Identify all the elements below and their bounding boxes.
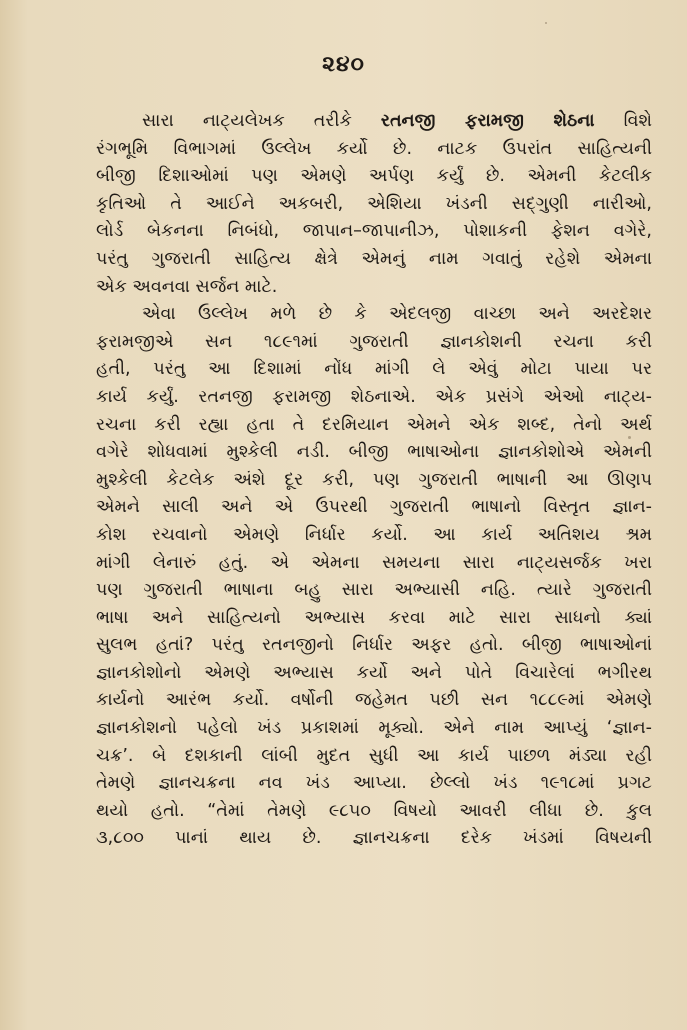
- text-line: કૃતિઓ તે આઈને અકબરી, એશિયા ખંડની સદ્ગુણી નારીઓ,: [96, 193, 652, 214]
- text-line: થયો હતો. “તેમાં તેમણે ૯૮૫૦ વિષયો આવરી લીધા છે. કુલ: [96, 800, 652, 821]
- text-line: પણ ગુજરાતી ભાષાના બહુ સારા અભ્યાસી નહિ. ત્યારે ગુજરાતી: [96, 580, 652, 601]
- text-span: વિશે: [594, 111, 652, 131]
- text-line: મુશ્કેલી કેટલેક અંશે દૂર કરી, પણ ગુજરાતી ભાષાની આ ઊણપ: [96, 469, 652, 490]
- text-line: ભાષા અને સાહિત્યનો અભ્યાસ કરવા માટે સારા સાધનો ક્યાં: [96, 607, 652, 628]
- text-line: કાર્યનો આરંભ કર્યો. વર્ષોની જહેમત પછી સન ૧૮૮૯માં એમણે: [96, 690, 652, 711]
- text-line: તેમણે જ્ઞાનચક્રના નવ ખંડ આપ્યા. છેલ્લો ખંડ ૧૯૧૮માં પ્રગટ: [96, 773, 652, 794]
- text-line: બીજી દિશાઓમાં પણ એમણે અર્પણ કર્યું છે. એમની કેટલીક: [96, 166, 652, 187]
- paper-speck: [628, 436, 631, 439]
- text-line: સુલભ હતાં? પરંતુ રતનજીનો નિર્ધાર અફર હતો. બીજી ભાષાઓનાં: [96, 635, 652, 656]
- text-line: કોશ રચવાનો એમણે નિર્ધાર કર્યો. આ કાર્ય અતિશય શ્રમ: [96, 524, 652, 545]
- text-line: એમને સાલી અને એ ઉપરથી ગુજરાતી ભાષાનો વિસ્તૃત જ્ઞાન-: [96, 497, 652, 518]
- body-text: [96, 108, 652, 853]
- paragraph-2: [96, 301, 652, 853]
- text-line: વગેરે શોધવામાં મુશ્કેલી નડી. બીજી ભાષાઓના જ્ઞાનકોશોએ એમની: [96, 442, 652, 463]
- page-number: ૨૪૦: [322, 52, 365, 77]
- text-line: હતી, પરંતુ આ દિશામાં નોંધ માંગી લે એવું મોટા પાયા પર: [96, 359, 652, 380]
- text-line: જ્ઞાનકોશનો પહેલો ખંડ પ્રકાશમાં મૂક્યો. એને નામ આપ્યું ‘જ્ઞાન-: [96, 718, 652, 739]
- author-name: રતનજી ફરામજી શેઠના: [380, 111, 595, 131]
- text-line: રંગભૂમિ વિભાગમાં ઉલ્લેખ કર્યો છે. નાટક ઉપરાંત સાહિત્યની: [96, 138, 652, 159]
- text-line: [96, 108, 652, 136]
- text-line: લોર્ડ બેકનના નિબંધો, જાપાન–જાપાનીઝ, પોશાકની ફેશન વગેરે,: [96, 221, 652, 242]
- text-line: કાર્ય કર્યું. રતનજી ફરામજી શેઠનાએ. એક પ્રસંગે એઓ નાટ્ય-: [96, 386, 652, 407]
- text-line: ૩,૮૦૦ પાનાં થાય છે. જ્ઞાનચક્રના દરેક ખંડમાં વિષયની: [96, 828, 652, 849]
- text-span: સારા નાટ્યલેખક તરીકે: [142, 111, 381, 131]
- text-line: માંગી લેનારું હતું. એ એમના સમયના સારા નાટ્યસર્જક ખરા: [96, 552, 652, 573]
- text-line: રચના કરી રહ્યા હતા તે દરમિયાન એમને એક શબ્દ, તેનો અર્થ: [96, 414, 652, 435]
- text-line: જ્ઞાનકોશોનો એમણે અભ્યાસ કર્યો અને પોતે વિચારેલાં ભગીરથ: [96, 662, 652, 683]
- text-line: એવા ઉલ્લેખ મળે છે કે એદલજી વાચ્છા અને અરદેશર: [142, 304, 652, 325]
- paper-speck: [545, 22, 547, 24]
- paragraph-1: [96, 108, 652, 301]
- text-line: એક અવનવા સર્જન માટે.: [96, 276, 278, 297]
- text-line: ફરામજીએ સન ૧૮૯૧માં ગુજરાતી જ્ઞાનકોશની રચના કરી: [96, 331, 652, 352]
- text-line: ચક્ર’. બે દશકાની લાંબી મુદત સુધી આ કાર્ય પાછળ મંડ્યા રહી: [96, 745, 652, 766]
- text-line: પરંતુ ગુજરાતી સાહિત્ય ક્ષેત્રે એમનું નામ ગવાતું રહેશે એમના: [96, 248, 652, 269]
